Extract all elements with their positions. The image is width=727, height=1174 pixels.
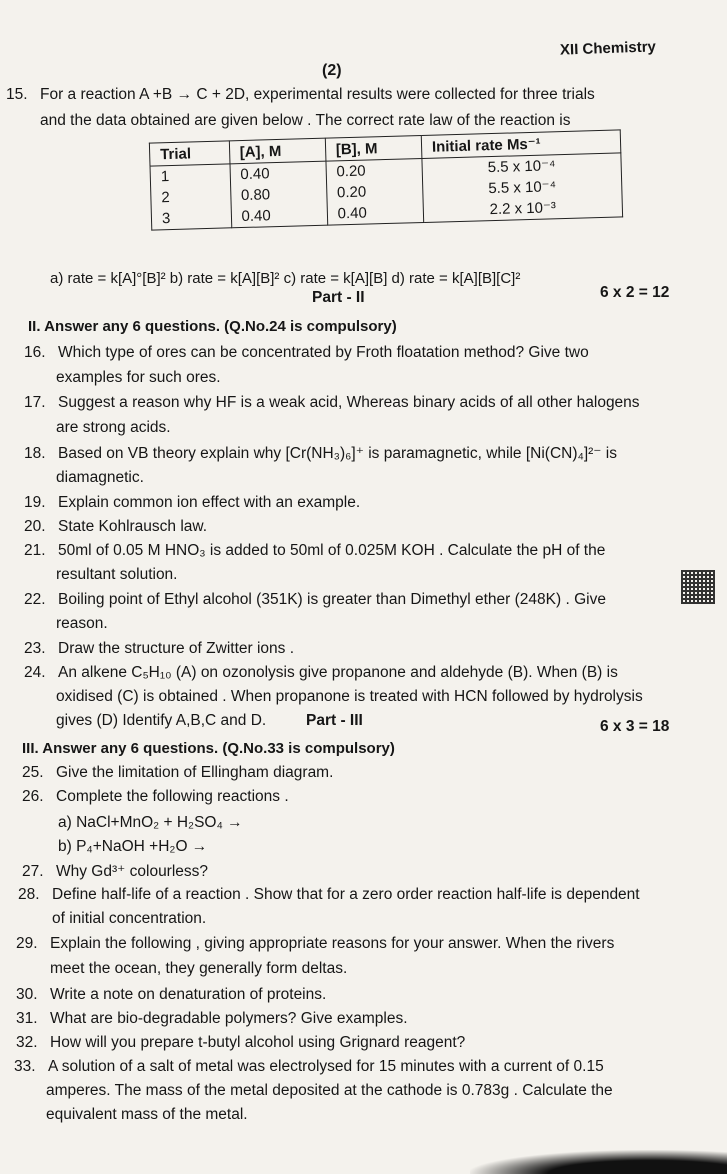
question-number: 15. bbox=[6, 86, 28, 103]
question-number: 20. bbox=[24, 518, 46, 535]
question-number: 32. bbox=[16, 1034, 38, 1051]
table-header: Initial rate Ms⁻¹ bbox=[421, 130, 621, 159]
question-text: How will you prepare t-butyl alcohol using Grignard reagent? bbox=[50, 1034, 466, 1051]
question-text: A solution of a salt of metal was electrolysed for 15 minutes with a current of 0.15 bbox=[48, 1058, 604, 1075]
question-text: Suggest a reason why HF is a weak acid, Whereas binary acids of all other halogens bbox=[58, 394, 640, 411]
question bbox=[24, 518, 207, 536]
question bbox=[16, 1010, 408, 1028]
cell-value: 0.80 bbox=[240, 186, 271, 205]
question-text: Explain common ion effect with an example. bbox=[58, 494, 361, 511]
cell-value: 5.5 x 10⁻⁴ bbox=[487, 157, 556, 177]
question bbox=[14, 1058, 604, 1076]
question-number: 24. bbox=[24, 664, 46, 681]
question bbox=[24, 664, 618, 682]
question-text: What are bio-degradable polymers? Give examples. bbox=[50, 1010, 408, 1027]
part3-instruction: III. Answer any 6 questions. (Q.No.33 is compulsory) bbox=[22, 740, 395, 757]
question-text: An alkene C₅H₁₀ (A) on ozonolysis give propanone and aldehyde (B). When (B) is bbox=[58, 664, 618, 681]
question-cont: gives (D) Identify A,B,C and D. bbox=[56, 712, 267, 729]
question-cont: resultant solution. bbox=[56, 566, 178, 583]
question bbox=[16, 1034, 465, 1052]
question-cont: are strong acids. bbox=[56, 419, 171, 436]
question-text: Explain the following , giving appropriate reasons for your answer. When the rivers bbox=[50, 935, 615, 952]
part3-title: Part - III bbox=[306, 712, 363, 729]
table-header: [B], M bbox=[325, 136, 422, 162]
trial-cell bbox=[150, 164, 231, 230]
question-cont: oxidised (C) is obtained . When propanone is treated with HCN followed by hydrolysis bbox=[56, 688, 643, 705]
q15-line1 bbox=[6, 86, 595, 104]
part3-marks: 6 x 3 = 18 bbox=[600, 718, 670, 735]
question bbox=[24, 494, 360, 512]
question-number: 16. bbox=[24, 344, 46, 361]
reaction-a: a) NaCl+MnO₂ + H₂SO₄ → bbox=[58, 814, 243, 831]
question-text: Define half-life of a reaction . Show that for a zero order reaction half-life is dependent bbox=[52, 886, 640, 903]
table-row bbox=[150, 153, 623, 230]
question-text: Write a note on denaturation of proteins. bbox=[50, 986, 327, 1003]
question-number: 23. bbox=[24, 640, 46, 657]
question-cont: amperes. The mass of the metal deposited at the cathode is 0.783g . Calculate the bbox=[46, 1082, 613, 1099]
question-text: Why Gd³⁺ colourless? bbox=[56, 863, 209, 880]
question bbox=[16, 935, 614, 953]
question-text: Based on VB theory explain why [Cr(NH₃)₆]⁺ is paramagnetic, while [Ni(CN)₄]²⁻ is bbox=[58, 445, 617, 462]
question bbox=[24, 542, 605, 560]
question-text: State Kohlrausch law. bbox=[58, 518, 208, 535]
cell-value: 0.40 bbox=[337, 204, 368, 223]
question-number: 22. bbox=[24, 591, 46, 608]
question-number: 21. bbox=[24, 542, 46, 559]
qr-code-image bbox=[681, 570, 715, 604]
question bbox=[24, 344, 589, 362]
cell-value: 2.2 x 10⁻³ bbox=[489, 199, 557, 219]
question-number: 19. bbox=[24, 494, 46, 511]
question-text: Give the limitation of Ellingham diagram. bbox=[56, 764, 334, 781]
question-cont: reason. bbox=[56, 615, 108, 632]
question-text: Which type of ores can be concentrated by Froth floatation method? Give two bbox=[58, 344, 589, 361]
cell-value: 0.20 bbox=[336, 183, 367, 202]
question bbox=[24, 591, 606, 609]
cell-value: 0.20 bbox=[336, 162, 366, 181]
question-cont: of initial concentration. bbox=[52, 910, 207, 927]
cell-value: 3 bbox=[161, 210, 171, 228]
subject-title: XII Chemistry bbox=[559, 38, 657, 59]
question bbox=[22, 862, 208, 881]
question-number: 26. bbox=[22, 788, 44, 805]
question-text: Draw the structure of Zwitter ions . bbox=[58, 640, 295, 657]
question-number: 33. bbox=[14, 1058, 36, 1075]
q15-line2: and the data obtained are given below . The correct rate law of the reaction is bbox=[40, 112, 571, 129]
question-text: For a reaction A +B → C + 2D, experimental results were collected for three trials bbox=[40, 86, 595, 103]
rate-data-table bbox=[149, 129, 623, 230]
table-header: Trial bbox=[149, 141, 229, 166]
question bbox=[22, 764, 333, 782]
question-number: 17. bbox=[24, 394, 46, 411]
reaction-b: b) P₄+NaOH +H₂O → bbox=[58, 838, 208, 855]
cell-value: 5.5 x 10⁻⁴ bbox=[488, 178, 557, 198]
initial-rate-cell bbox=[422, 153, 623, 223]
question bbox=[22, 788, 289, 806]
table-header: [A], M bbox=[229, 138, 326, 164]
question-cont: meet the ocean, they generally form deltas. bbox=[50, 960, 348, 977]
question bbox=[16, 986, 326, 1004]
question-number: 31. bbox=[16, 1010, 38, 1027]
question-number: 28. bbox=[18, 886, 40, 903]
question-number: 29. bbox=[16, 935, 38, 952]
question bbox=[18, 886, 640, 904]
question bbox=[24, 640, 294, 658]
question-number: 25. bbox=[22, 764, 44, 781]
page-number: (2) bbox=[322, 62, 342, 79]
cell-value: 0.40 bbox=[240, 165, 270, 184]
page-shadow bbox=[470, 1150, 727, 1174]
q15-options: a) rate = k[A]°[B]² b) rate = k[A][B]² c) rate = k[A][B] d) rate = k[A][B][C]² bbox=[50, 270, 521, 287]
question-number: 18. bbox=[24, 445, 46, 462]
question-text: Complete the following reactions . bbox=[56, 788, 289, 805]
cell-value: 2 bbox=[161, 189, 170, 207]
part2-marks: 6 x 2 = 12 bbox=[600, 284, 670, 301]
question bbox=[24, 444, 617, 463]
conc-a-cell bbox=[230, 161, 328, 228]
cell-value: 1 bbox=[160, 168, 170, 186]
question bbox=[24, 394, 640, 412]
question-number: 27. bbox=[22, 863, 44, 880]
part2-title: Part - II bbox=[312, 289, 365, 306]
question-cont: diamagnetic. bbox=[56, 469, 144, 486]
part2-instruction: II. Answer any 6 questions. (Q.No.24 is compulsory) bbox=[28, 318, 397, 335]
cell-value: 0.40 bbox=[241, 207, 271, 226]
question-cont: examples for such ores. bbox=[56, 369, 221, 386]
question-text: 50ml of 0.05 M HNO₃ is added to 50ml of 0.025M KOH . Calculate the pH of the bbox=[58, 542, 606, 559]
conc-b-cell bbox=[326, 158, 424, 225]
question-number: 30. bbox=[16, 986, 38, 1003]
question-cont: equivalent mass of the metal. bbox=[46, 1106, 248, 1123]
question-text: Boiling point of Ethyl alcohol (351K) is greater than Dimethyl ether (248K) . Give bbox=[58, 591, 606, 608]
